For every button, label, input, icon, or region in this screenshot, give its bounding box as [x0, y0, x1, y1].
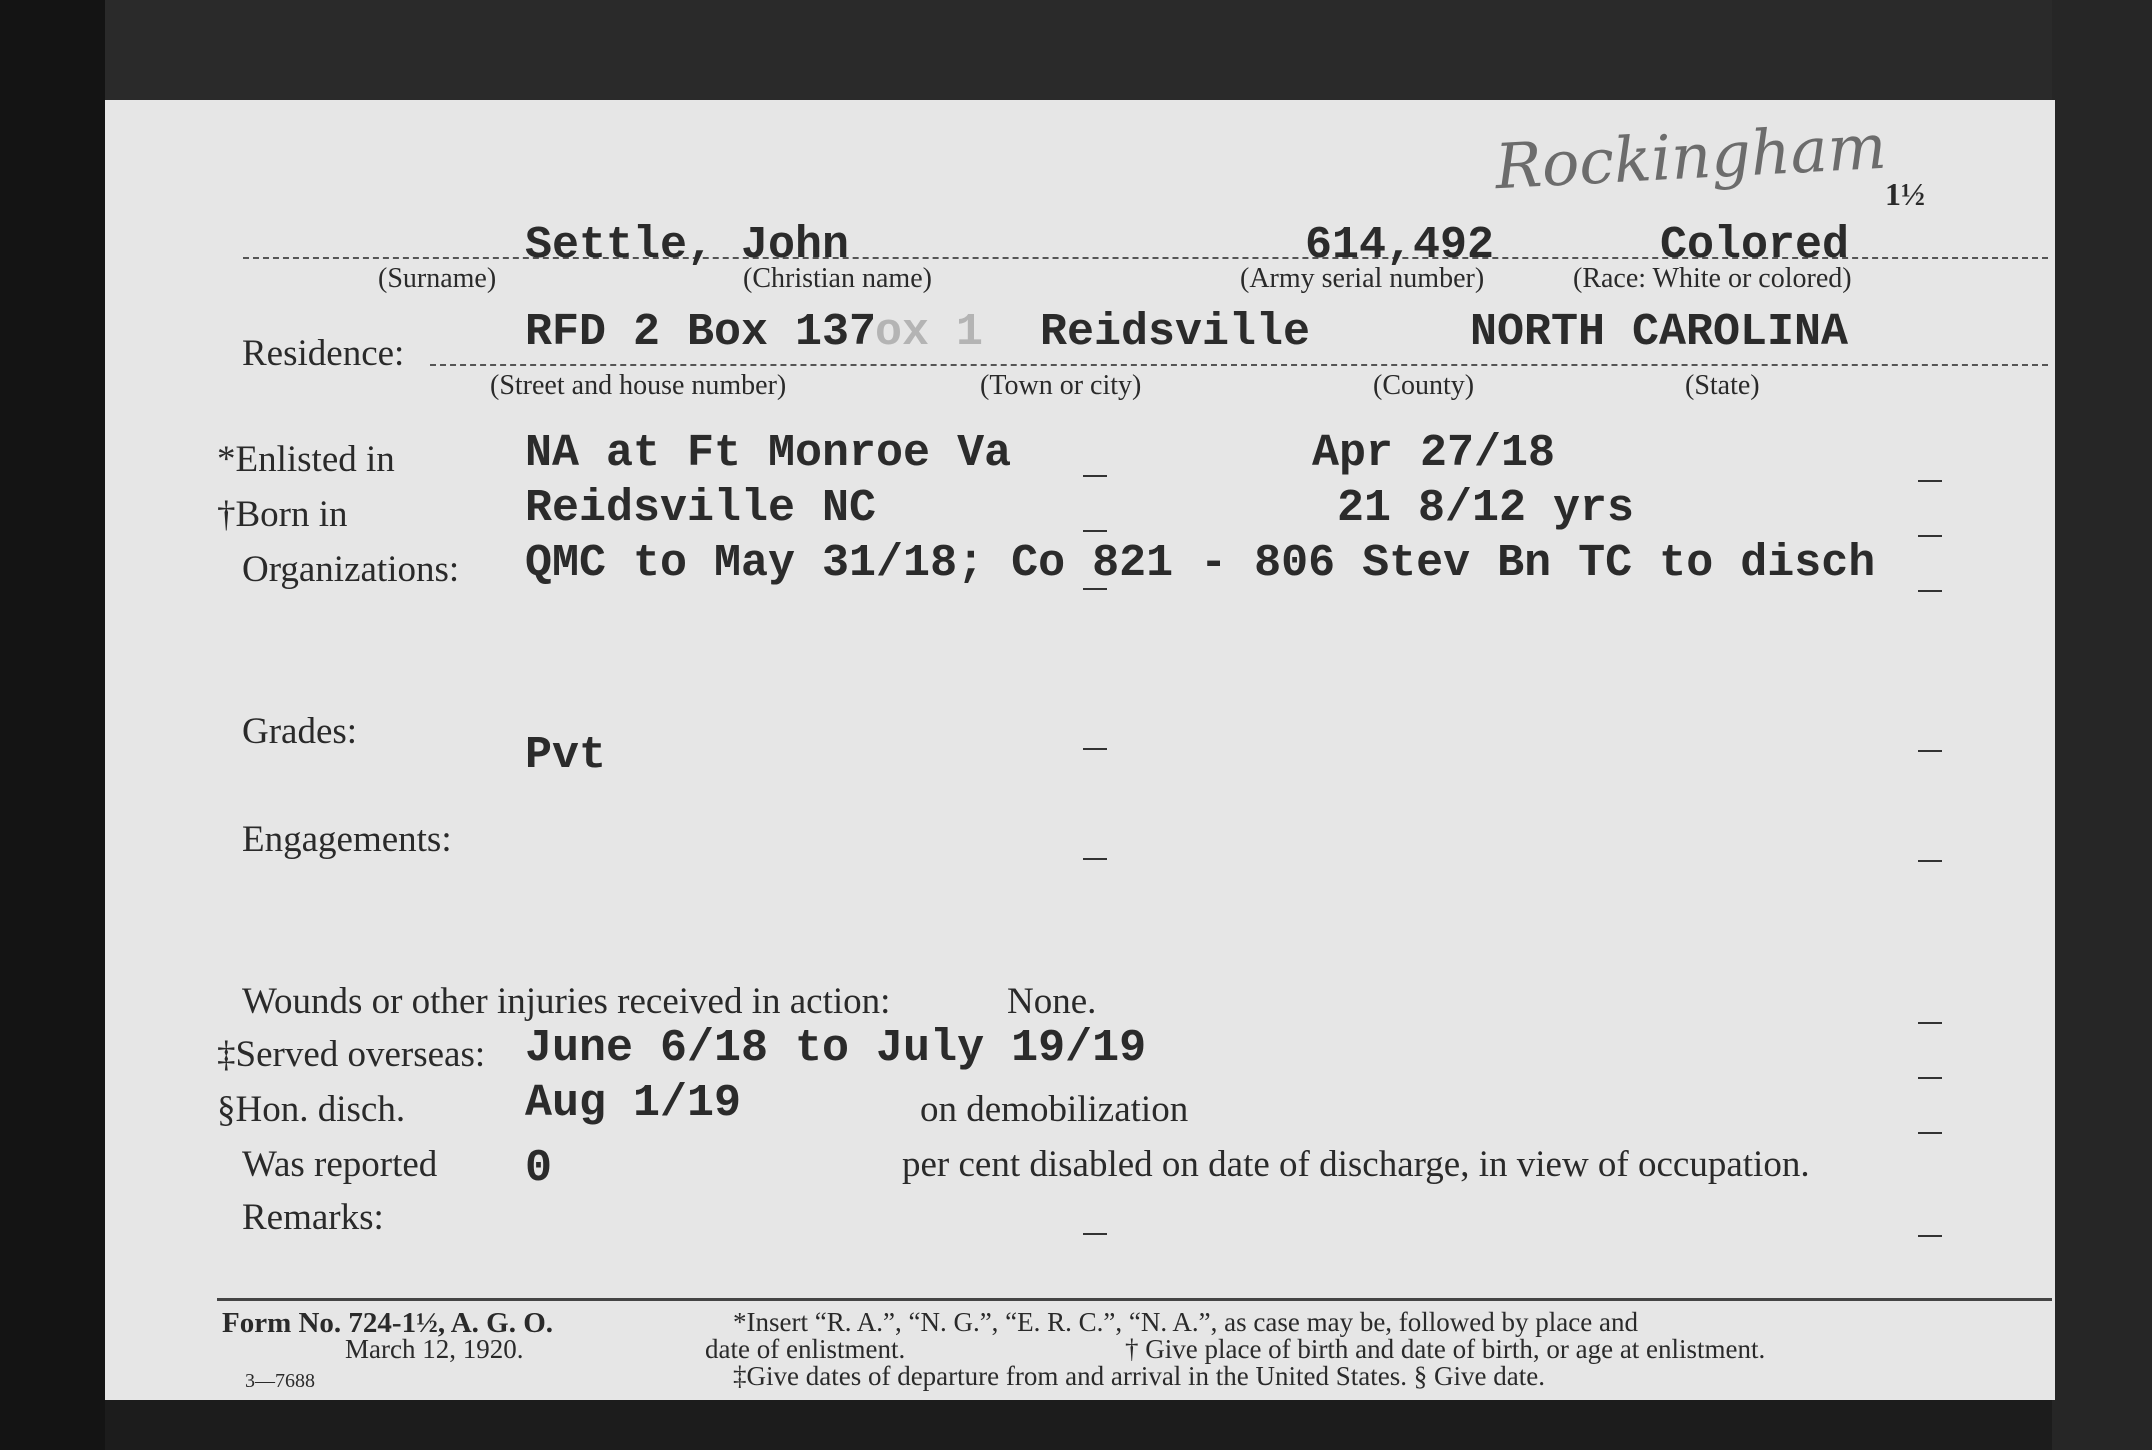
blank-mark — [1918, 1077, 1942, 1079]
wounds-label: Wounds or other injuries received in action: — [242, 981, 891, 1022]
hon-disch-value: Aug 1/19 — [525, 1078, 742, 1129]
blank-mark — [1918, 750, 1942, 752]
enlisted-date: Apr 27/18 — [1312, 428, 1556, 479]
footnote-enlistment-cont: date of enlistment. — [705, 1334, 906, 1364]
scanner-background-left — [0, 0, 105, 1450]
born-label: †Born in — [217, 494, 348, 535]
struck-text: ox 1 — [875, 307, 984, 358]
blank-mark — [1918, 1235, 1942, 1237]
residence-state: NORTH CAROLINA — [1470, 307, 1849, 358]
residence-town: Reidsville — [1040, 307, 1311, 358]
blank-mark — [1083, 1233, 1107, 1235]
blank-mark — [1083, 588, 1107, 590]
blank-mark — [1918, 860, 1942, 862]
remarks-label: Remarks: — [242, 1197, 384, 1238]
blank-mark — [1083, 748, 1107, 750]
organizations-label: Organizations: — [242, 549, 460, 590]
footnote-enlistment: *Insert “R. A.”, “N. G.”, “E. R. C.”, “N. A.”, as case may be, followed by place and — [733, 1307, 1638, 1337]
blank-mark — [1083, 475, 1107, 477]
service-record-card — [105, 100, 2055, 1400]
enlisted-label: *Enlisted in — [217, 439, 395, 480]
was-reported-label: Was reported — [242, 1144, 438, 1185]
blank-mark — [1083, 858, 1107, 860]
served-overseas-value: June 6/18 to July 19/19 — [525, 1023, 1147, 1074]
was-reported-value: 0 — [525, 1143, 553, 1194]
caption-county: (County) — [1373, 370, 1475, 401]
caption-race: (Race: White or colored) — [1573, 263, 1852, 294]
footnote-overseas: ‡Give dates of departure from and arrival in the United States. § Give date. — [733, 1361, 1545, 1391]
blank-mark — [1918, 590, 1942, 592]
army-serial-number: 614,492 — [1305, 220, 1495, 271]
form-date: March 12, 1920. — [345, 1334, 524, 1364]
born-age: 21 8/12 yrs — [1337, 483, 1635, 534]
handwritten-county: Rockingham — [1493, 109, 1889, 204]
caption-state: (State) — [1685, 370, 1760, 401]
residence-rule — [430, 364, 2048, 366]
surname-christian-name: Settle, John — [525, 220, 850, 271]
wounds-value: None. — [1007, 981, 1097, 1022]
scanner-background-top — [0, 0, 2152, 108]
footnote-birth: † Give place of birth and date of birth, or age at enlistment. — [1125, 1334, 1766, 1364]
residence-street: RFD 2 Box 137 — [525, 307, 877, 358]
residence-label: Residence: — [242, 333, 405, 374]
hon-disch-note: on demobilization — [920, 1089, 1189, 1130]
form-number: Form No. 724-1½, A. G. O. — [222, 1307, 554, 1339]
corner-number: 1½ — [1885, 176, 1925, 212]
was-reported-note: per cent disabled on date of discharge, in view of occupation. — [902, 1144, 1810, 1185]
caption-street: (Street and house number) — [490, 370, 787, 401]
engagements-label: Engagements: — [242, 819, 452, 860]
caption-town: (Town or city) — [980, 370, 1142, 401]
enlisted-value: NA at Ft Monroe Va — [525, 428, 1012, 479]
footer-rule — [217, 1298, 2052, 1301]
scanner-background-right — [2052, 0, 2152, 1450]
blank-mark — [1083, 530, 1107, 532]
served-overseas-label: ‡Served overseas: — [217, 1034, 486, 1075]
grades-value: Pvt — [525, 730, 607, 781]
blank-mark — [1918, 1132, 1942, 1134]
blank-mark — [1918, 1022, 1942, 1024]
caption-serial-number: (Army serial number) — [1240, 263, 1485, 294]
born-value: Reidsville NC — [525, 483, 877, 534]
print-code: 3—7688 — [245, 1370, 315, 1392]
blank-mark — [1918, 535, 1942, 537]
hon-disch-label: §Hon. disch. — [217, 1089, 406, 1130]
blank-mark — [1918, 480, 1942, 482]
organizations-value: QMC to May 31/18; Co 821 - 806 Stev Bn TC to disch — [525, 538, 1876, 589]
caption-christian-name: (Christian name) — [743, 263, 932, 294]
caption-surname: (Surname) — [378, 263, 497, 294]
grades-label: Grades: — [242, 711, 358, 752]
race-value: Colored — [1660, 220, 1850, 271]
